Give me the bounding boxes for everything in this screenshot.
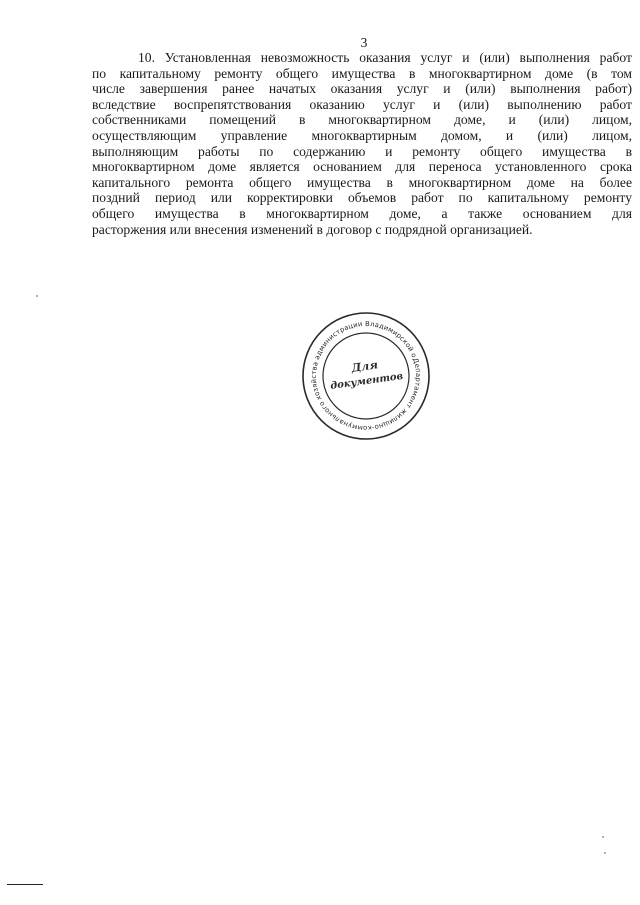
page-number: 3	[360, 35, 368, 50]
paragraph-line: вследствие воспрепятствования оказанию услуг и (или) выполнению работ	[92, 96, 632, 112]
stamp-center-line-2: документов	[329, 370, 404, 392]
document-paragraph	[92, 50, 632, 237]
paragraph-line: осуществляющим управление многоквартирным домом, и (или) лицом,	[92, 127, 632, 143]
paragraph-line: капитального ремонта общего имущества в многоквартирном доме на более	[92, 174, 632, 190]
scan-speck	[604, 852, 606, 854]
paragraph-line: 10. Установленная невозможность оказания услуг и (или) выполнения работ	[138, 50, 632, 65]
paragraph-line: выполняющим работы по содержанию и ремонту общего имущества в	[92, 143, 632, 159]
paragraph-line: поздний период или корректировки объемов работ по капитальному ремонту	[92, 190, 632, 206]
paragraph-line: числе завершения ранее начатых оказания услуг и (или) выполнения работ)	[92, 81, 632, 97]
paragraph-line: по капитальному ремонту общего имущества в многоквартирном доме (в том	[92, 65, 632, 81]
document-stamp	[300, 310, 432, 442]
scan-speck	[36, 295, 38, 297]
paragraph-line: многоквартирном доме является основанием для переноса установленного срока	[92, 159, 632, 175]
footer-rule	[7, 884, 43, 885]
stamp-ring-text: Департамент жилищно-коммунального хозяйства администрации Владимирской области	[309, 319, 423, 433]
paragraph-line: общего имущества в многоквартирном доме, а также основанием для	[92, 205, 632, 221]
scan-speck	[602, 836, 604, 838]
stamp-center-line-1: Для	[350, 358, 379, 375]
paragraph-line: расторжения или внесения изменений в договор с подрядной организацией.	[92, 221, 533, 237]
paragraph-line: собственниками помещений в многоквартирном доме, и (или) лицом,	[92, 112, 632, 128]
